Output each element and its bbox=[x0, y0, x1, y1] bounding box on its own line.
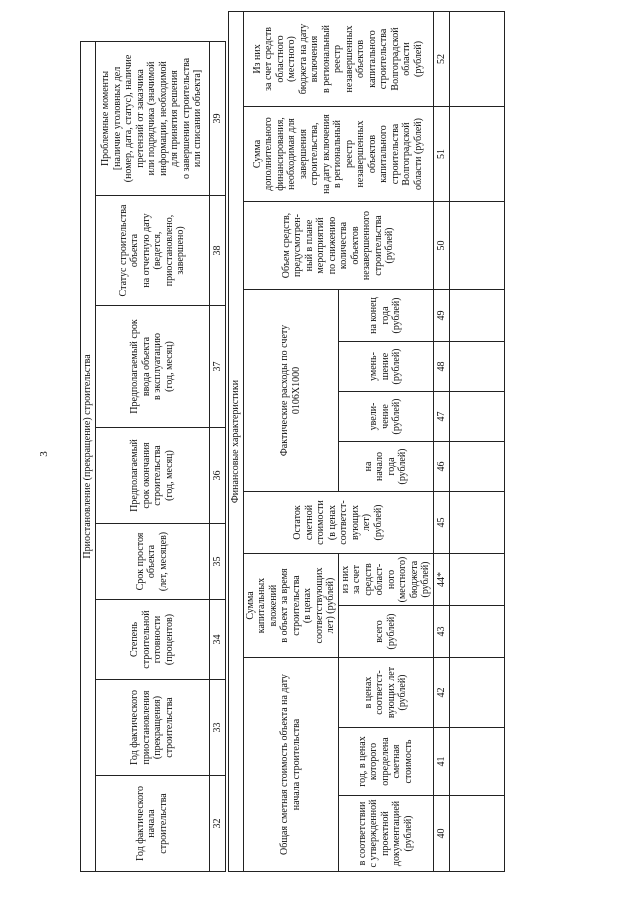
additional-financing-header: Сумма дополнительного финансирования, необходимая для завершения строительства, на дату включения в региональный реестр незавершенных объектов капитального строительства Волгоградской области (рублей) bbox=[243, 107, 433, 202]
column-header: Проблемные моменты [наличие уголовных дел (номер, дата, статус), наличие претензий от заказчика или подрядчика (значимой информации, необходимой для принятия решения о завершении строительства или списании объекта] bbox=[95, 41, 209, 195]
column-number: 49 bbox=[433, 290, 450, 342]
column-header: Предполагаемый срок окончания строительства (год, месяц) bbox=[95, 428, 209, 524]
estimate-subheader: год, в ценах которого определена сметная стоимость bbox=[338, 728, 433, 796]
column-header: Год фактического начала строительства bbox=[95, 776, 209, 872]
expenses-subheader: умень- шение (рублей) bbox=[338, 342, 433, 392]
estimate-subheader: в соответствии с утвержденной проектной документацией (рублей) bbox=[338, 796, 433, 872]
column-number: 52 bbox=[433, 11, 450, 106]
column-header: Статус строительства объекта на отчетную дату (ведется, приостановлено, завершено) bbox=[95, 196, 209, 306]
capital-subheader: из них за счет средств област- ного (местного) бюджета (рублей) bbox=[338, 554, 433, 606]
capital-header: Сумма капитальных вложений в объект за время строительства (в ценах соответствующих лет) (рублей) bbox=[243, 554, 338, 658]
column-number: 42 bbox=[433, 658, 450, 728]
empty-cell bbox=[450, 796, 505, 872]
empty-cell bbox=[450, 554, 505, 606]
column-header: Степень строительной готовности (процентов) bbox=[95, 600, 209, 680]
column-number: 44* bbox=[433, 554, 450, 606]
column-number: 45 bbox=[433, 492, 450, 554]
column-number: 40 bbox=[433, 796, 450, 872]
remaining-cost-header: Остаток сметной стоимости (в ценах соответст- вующих лет) (рублей) bbox=[243, 492, 433, 554]
page-number: 3 bbox=[38, 451, 50, 457]
funds-header: Объем средств, предусмотрен- ный в плане мероприятий по снижению количества объектов незавершенного строительства (рублей) bbox=[243, 202, 433, 290]
estimate-subheader: в ценах соответст- вующих лет (рублей) bbox=[338, 658, 433, 728]
empty-cell bbox=[450, 492, 505, 554]
financial-table bbox=[228, 11, 505, 872]
section-title: Финансовые характеристики bbox=[229, 11, 244, 871]
expenses-header: Фактические расходы по счету 0106Х1000 bbox=[243, 290, 338, 492]
column-number: 38 bbox=[209, 196, 226, 306]
empty-cell bbox=[450, 11, 505, 106]
empty-cell bbox=[450, 202, 505, 290]
empty-cell bbox=[450, 658, 505, 728]
column-header: Год фактического приостановления (прекращения) строительства bbox=[95, 680, 209, 776]
expenses-subheader: на конец года (рублей) bbox=[338, 290, 433, 342]
column-number: 43 bbox=[433, 606, 450, 658]
column-number: 39 bbox=[209, 41, 226, 195]
column-number: 47 bbox=[433, 392, 450, 442]
column-number: 50 bbox=[433, 202, 450, 290]
empty-cell bbox=[450, 392, 505, 442]
column-number: 32 bbox=[209, 776, 226, 872]
empty-cell bbox=[450, 107, 505, 202]
column-number: 48 bbox=[433, 342, 450, 392]
expenses-subheader: на начало года (рублей) bbox=[338, 442, 433, 492]
empty-cell bbox=[450, 342, 505, 392]
empty-cell bbox=[450, 290, 505, 342]
suspension-group-header: Приостановление (прекращение) строительства bbox=[81, 41, 96, 871]
empty-cell bbox=[450, 606, 505, 658]
column-number: 37 bbox=[209, 306, 226, 428]
regional-budget-header: Из них за счет средств областного (местного) бюджета на дату включения в региональный реестр незавершенных объектов капитального строительства Волгоградской области (рублей) bbox=[243, 11, 433, 106]
column-number: 34 bbox=[209, 600, 226, 680]
column-number: 46 bbox=[433, 442, 450, 492]
column-header: Предполагаемый срок ввода объекта в эксплуатацию (год, месяц) bbox=[95, 306, 209, 428]
estimate-header: Общая сметная стоимость объекта на дату начала строительства bbox=[243, 658, 338, 872]
column-number: 35 bbox=[209, 524, 226, 600]
column-header: Срок простоя объекта (лет, месяцев) bbox=[95, 524, 209, 600]
column-number: 33 bbox=[209, 680, 226, 776]
expenses-subheader: увели- чение (рублей) bbox=[338, 392, 433, 442]
column-number: 41 bbox=[433, 728, 450, 796]
empty-cell bbox=[450, 728, 505, 796]
column-number: 51 bbox=[433, 107, 450, 202]
suspension-table bbox=[80, 41, 226, 872]
rotated-page-content bbox=[80, 12, 610, 872]
capital-subheader: всего (рублей) bbox=[338, 606, 433, 658]
column-number: 36 bbox=[209, 428, 226, 524]
empty-cell bbox=[450, 442, 505, 492]
